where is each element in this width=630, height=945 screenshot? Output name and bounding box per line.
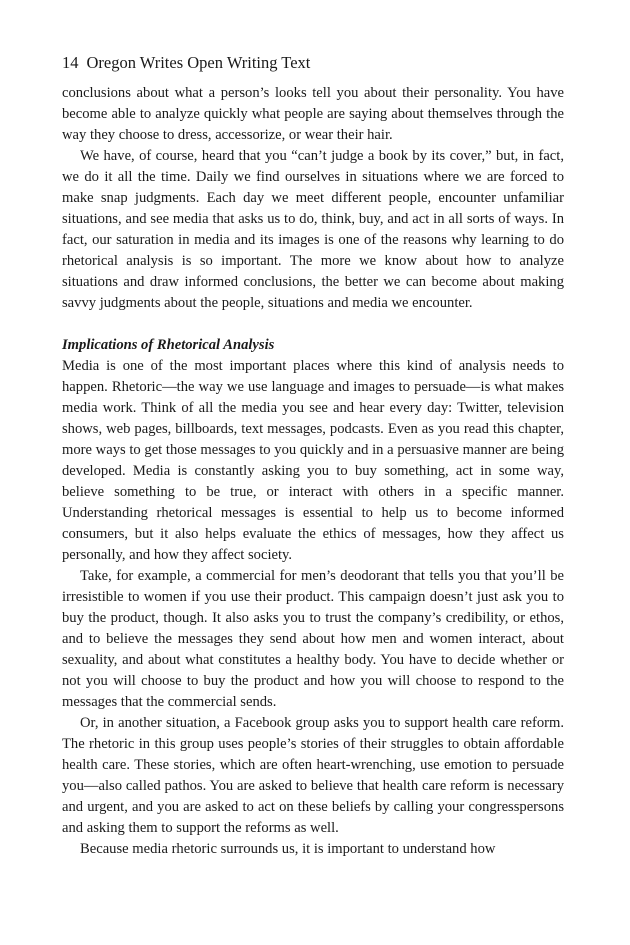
section-heading: Implications of Rhetorical Analysis (62, 337, 275, 353)
paragraph-last: Because media rhetoric surrounds us, it is important to understand how (80, 841, 496, 857)
book-title: Oregon Writes Open Writing Text (86, 53, 311, 72)
paragraph: Take, for example, a commercial for men’s deodorant that tells you that you’ll be irresistible to women if you use their product. This campaign doesn’t just ask you to buy the product, though. It also asks you to trust the company’s credibility, or ethos, and to believe the messages they send about how men and women interact, about sexuality, and about what constitutes a healthy body. You have to decide whether or not you will choose to buy the product and how you will choose to respond to the messages that the commercial sends. (62, 568, 564, 710)
paragraph: Or, in another situation, a Facebook group asks you to support health care reform. The rhetoric in this group uses people’s stories of their struggles to obtain affordable health care. These stories, which are often heart-wrenching, use emotion to persuade you—also called pathos. You are asked to believe that health care reform is necessary and urgent, and you are asked to act on these beliefs by calling your congresspersons and asking them to support the reforms as well. (62, 715, 564, 836)
paragraph: We have, of course, heard that you “can’t judge a book by its cover,” but, in fact, we do it all the time. Daily we find ourselves in situations where we are forced to make snap judgments. Each day we meet different people, encounter unfamiliar situations, and see media that asks us to do, think, buy, and act in all sorts of ways. In fact, our saturation in media and its images is one of the reasons why learning to do rhetorical analysis is so important. The more we know about how to analyze situations and draw informed conclusions, the better we can become about making savvy judgments about the people, situations and media we encounter. (62, 148, 564, 311)
paragraph-continued: conclusions about what a person’s looks tell you about their personality. You have become able to analyze quickly what people are saying about themselves through the way they choose to dress, accessorize, or wear their hair. (62, 85, 564, 143)
body-text (62, 83, 564, 860)
section-spacer (62, 314, 564, 335)
running-head (62, 53, 564, 73)
paragraph: Media is one of the most important places where this kind of analysis needs to happen. Rhetoric—the way we use language and images to persuade—is what makes media work. Think of all the media you see and hear every day: Twitter, television shows, web pages, billboards, text messages, podcasts. Even as you read this chapter, more ways to get those messages to you quickly and in a persuasive manner are being developed. Media is constantly asking you to buy something, act in some way, believe something to be true, or interact with others in a specific manner. Understanding rhetorical messages is essential to help us to become informed consumers, but it also helps evaluate the ethics of messages, how they affect us personally, and how they affect society. (62, 358, 564, 563)
page-number: 14 (62, 53, 79, 72)
